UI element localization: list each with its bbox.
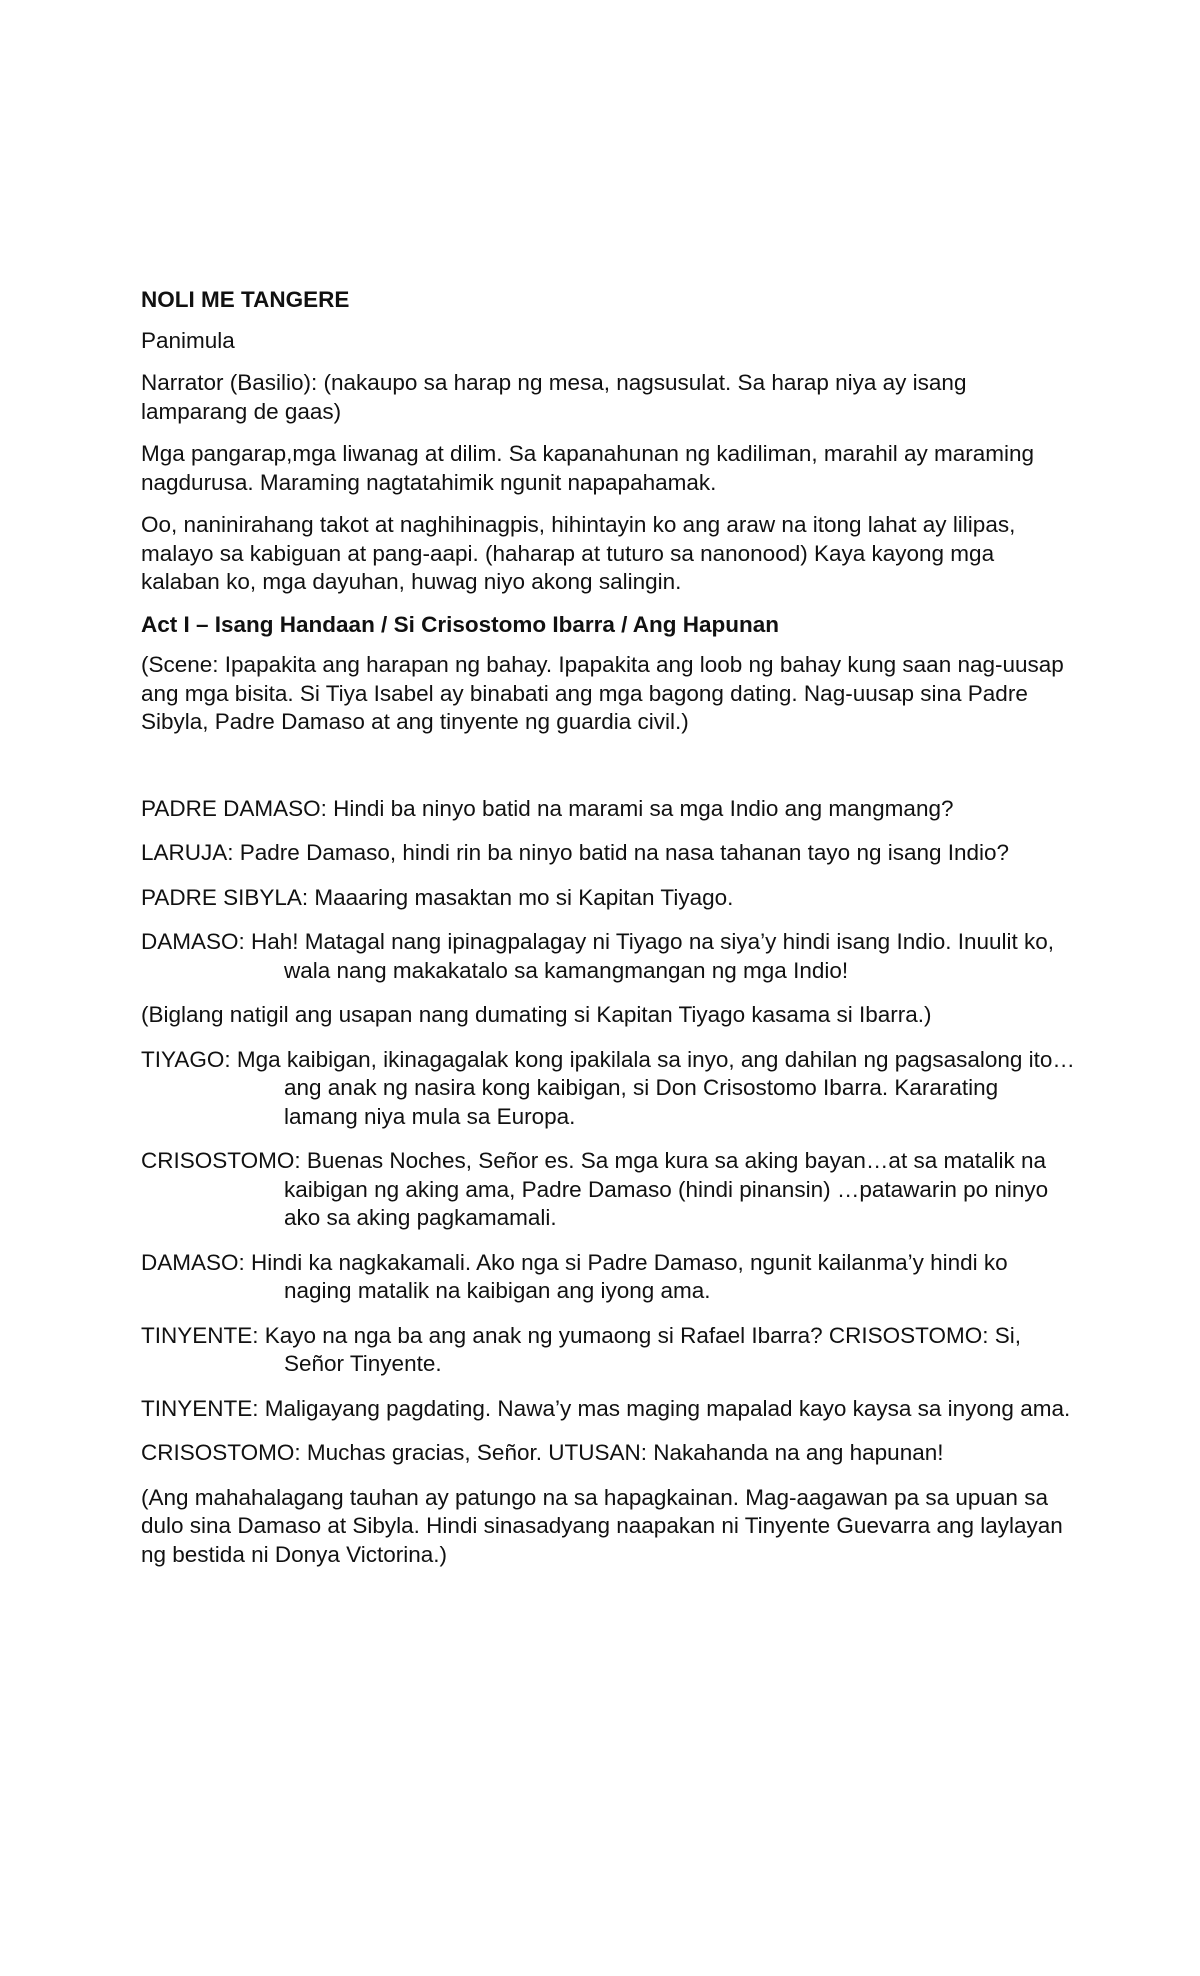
section-gap <box>141 751 1076 795</box>
stage-direction: (Biglang natigil ang usapan nang dumating si Kapitan Tiyago kasama si Ibarra.) <box>141 1002 932 1027</box>
document-title: NOLI ME TANGERE <box>141 287 350 312</box>
dialogue-line: PADRE SIBYLA: Maaaring masaktan mo si Kapitan Tiyago. <box>141 884 734 910</box>
dialogue-line: LARUJA: Padre Damaso, hindi rin ba ninyo batid na nasa tahanan tayo ng isang Indio? <box>141 840 1010 865</box>
intro-heading: Panimula <box>141 327 235 353</box>
dialogue-line: PADRE DAMASO: Hindi ba ninyo batid na marami sa mga Indio ang mangmang? <box>141 795 954 821</box>
scene-description: (Scene: Ipapakita ang harapan ng bahay. Ipapakita ang loob ng bahay kung saan nag-uusap ang mga bisita. Si Tiya Isabel ay binabati ang mga bagong dating. Nag-uusap sina Padre Sibyla, Padre Damaso at ang tinyente ng guardia civil.) <box>141 652 1064 734</box>
paragraph-2: Oo, naninirahang takot at naghihinagpis, hihintayin ko ang araw na itong lahat ay lilipas, malayo sa kabiguan at pang-aapi. (haharap at tuturo sa nanonood) Kaya kayong mga kalaban ko, mga dayuhan, huwag niyo akong salingin. <box>141 512 1016 594</box>
dialogue-line: DAMASO: Hindi ka nagkakamali. Ako nga si Padre Damaso, ngunit kailanma’y hindi ko naging matalik na kaibigan ang iyong ama. <box>141 1249 1008 1303</box>
narrator-line: Narrator (Basilio): (nakaupo sa harap ng mesa, nagsusulat. Sa harap niya ay isang lamparang de gaas) <box>141 370 967 424</box>
closing-description: (Ang mahahalagang tauhan ay patungo na sa hapagkainan. Mag-aagawan pa sa upuan sa dulo sina Damaso at Sibyla. Hindi sinasadyang naapakan ni Tinyente Guevarra ang laylayan ng bestida ni Donya Victorina.) <box>141 1484 1063 1567</box>
dialogue-line: TINYENTE: Maligayang pagdating. Nawa’y mas maging mapalad kayo kaysa sa inyong ama. <box>141 1395 1071 1421</box>
dialogue-line: CRISOSTOMO: Muchas gracias, Señor. UTUSAN: Nakahanda na ang hapunan! <box>141 1440 944 1465</box>
paragraph-1: Mga pangarap,mga liwanag at dilim. Sa kapanahunan ng kadiliman, marahil ay maraming nagdurusa. Maraming nagtatahimik ngunit napapahamak. <box>141 441 1035 495</box>
act-heading: Act I – Isang Handaan / Si Crisostomo Ibarra / Ang Hapunan <box>141 611 780 637</box>
dialogue-line: TIYAGO: Mga kaibigan, ikinagagalak kong ipakilala sa inyo, ang dahilan ng pagsasalong ito…ang anak ng nasira kong kaibigan, si Don Crisostomo Ibarra. Kararating lamang niya mula sa Europa. <box>141 1046 1075 1129</box>
dialogue-line: CRISOSTOMO: Buenas Noches, Señor es. Sa mga kura sa aking bayan…at sa matalik na kaibigan ng aking ama, Padre Damaso (hindi pinansin) …patawarin po ninyo ako sa aking pagkamamali. <box>141 1148 1049 1230</box>
dialogue-line: DAMASO: Hah! Matagal nang ipinagpalagay ni Tiyago na siya’y hindi isang Indio. Inuulit ko, wala nang makakatalo sa kamangmangan ng mga Indio! <box>141 929 1055 983</box>
dialogue-line: TINYENTE: Kayo na nga ba ang anak ng yumaong si Rafael Ibarra? CRISOSTOMO: Si, Señor Tinyente. <box>141 1322 1022 1376</box>
document-body <box>141 286 1076 1583</box>
